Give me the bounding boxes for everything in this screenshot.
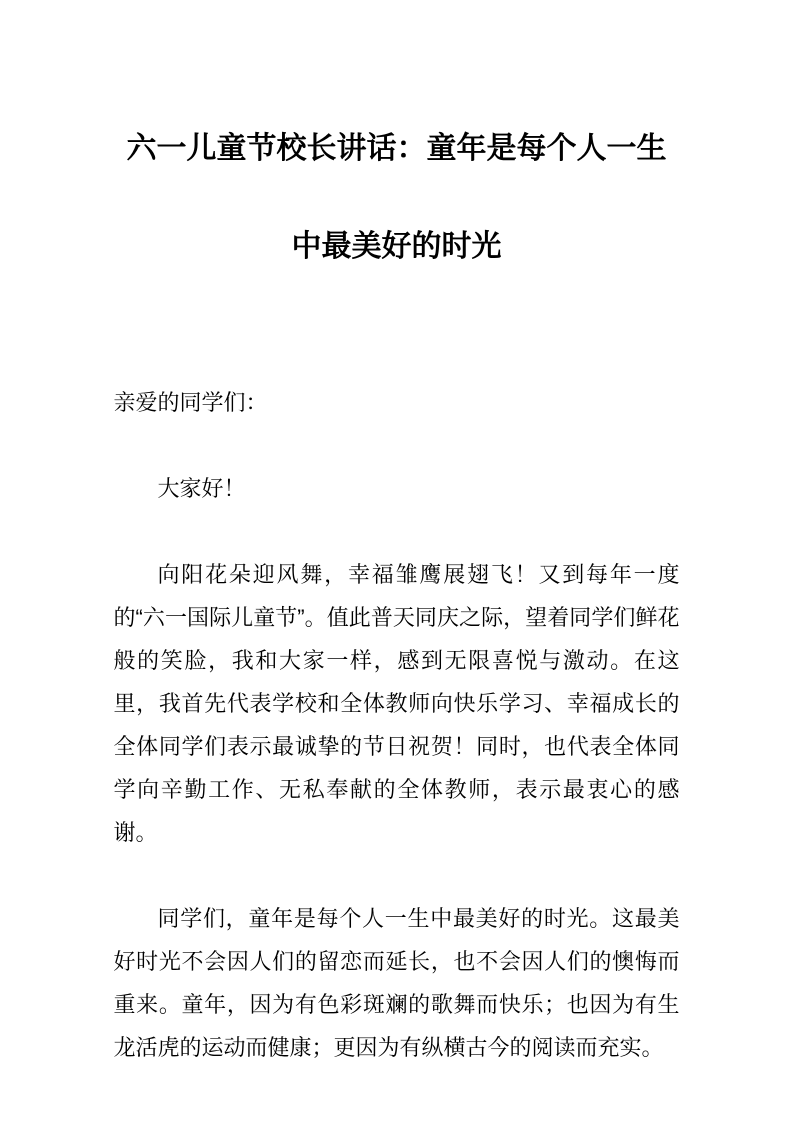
paragraph-festival-congratulations: 向阳花朵迎风舞，幸福雏鹰展翅飞！又到每年一度的“六一国际儿童节”。值此普天同庆之际，望着同学们鲜花般的笑脸，我和大家一样，感到无限喜悦与激动。在这里，我首先代表学校和全体教师向快乐学习、幸福成长的全体同学们表示最诚挚的节日祝贺！同时，也代表全体同学向辛勤工作、无私奉献的全体教师，表示最衷心的感谢。 <box>113 562 680 845</box>
paragraph-childhood-best-time: 同学们，童年是每个人一生中最美好的时光。这最美好时光不会因人们的留恋而延长，也不会因人们的懊悔而重来。童年，因为有色彩斑斓的歌舞而快乐；也因为有生龙活虎的运动而健康；更因为有纵横古今的阅读而充实。 <box>113 906 680 1060</box>
document-title: 六一儿童节校长讲话：童年是每个人一生中最美好的时光 <box>126 132 667 263</box>
document-body <box>114 381 680 1069</box>
salutation: 亲爱的同学们： <box>113 390 268 415</box>
paragraph-greeting: 大家好！ <box>157 476 246 501</box>
